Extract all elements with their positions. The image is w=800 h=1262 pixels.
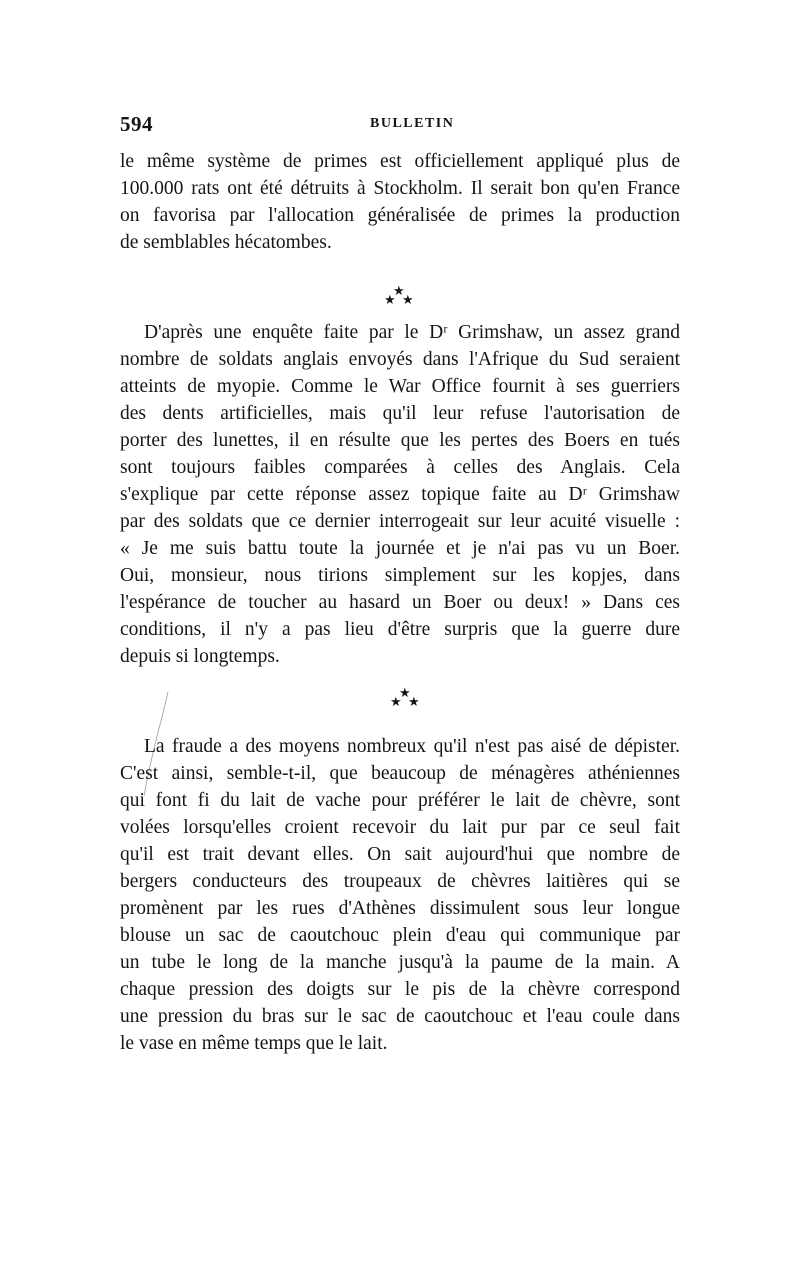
text-line: « Je me suis battu toute la journée et je n'ai pas vu un Boer. [120, 538, 680, 559]
text-line: de semblables hécatombes. [120, 232, 332, 253]
text-line: depuis si longtemps. [120, 646, 280, 667]
text-line: par des soldats que ce dernier interrogeait sur leur acuité visuelle : [120, 511, 680, 532]
text-line: qui font fi du lait de vache pour préférer le lait de chèvre, sont [120, 790, 680, 811]
text-line: des dents artificielles, mais qu'il leur refuse l'autorisation de [120, 403, 680, 424]
text-line: un tube le long de la manche jusqu'à la paume de la main. A [120, 952, 680, 973]
text-line: La fraude a des moyens nombreux qu'il n'est pas aisé de dépister. [144, 736, 680, 757]
text-line: sont toujours faibles comparées à celles des Anglais. Cela [120, 457, 680, 478]
asterism-star: ★ [402, 292, 414, 307]
text-line: l'espérance de toucher au hasard un Boer ou deux! » Dans ces [120, 592, 680, 613]
paragraph-primes [120, 148, 680, 256]
asterism-star: ★ [408, 694, 420, 709]
text-line: une pression du bras sur le sac de caoutchouc et l'eau coule dans [120, 1006, 680, 1027]
asterism-separator [384, 284, 424, 314]
text-line: qu'il est trait devant elles. On sait aujourd'hui que nombre de [120, 844, 680, 865]
asterism-separator [390, 686, 430, 716]
text-line: Oui, monsieur, nous tirions simplement sur les kopjes, dans [120, 565, 680, 586]
text-line: porter des lunettes, il en résulte que les pertes des Boers en tués [120, 430, 680, 451]
paragraph-myopie [120, 319, 680, 670]
text-line: le vase en même temps que le lait. [120, 1033, 388, 1054]
paragraph-fraude [120, 733, 680, 1057]
text-line: promènent par les rues d'Athènes dissimulent sous leur longue [120, 898, 680, 919]
page-number: 594 [120, 112, 153, 136]
text-line: C'est ainsi, semble-t-il, que beaucoup de ménagères athéniennes [120, 763, 680, 784]
asterism-star: ★ [399, 685, 411, 700]
text-line: conditions, il n'y a pas lieu d'être surpris que la guerre dure [120, 619, 680, 640]
text-line: nombre de soldats anglais envoyés dans l'Afrique du Sud seraient [120, 349, 680, 370]
text-line: chaque pression des doigts sur le pis de la chèvre correspond [120, 979, 680, 1000]
text-line: bergers conducteurs des troupeaux de chèvres laitières qui se [120, 871, 680, 892]
text-line: atteints de myopie. Comme le War Office fournit à ses guerriers [120, 376, 680, 397]
text-line: blouse un sac de caoutchouc plein d'eau qui communique par [120, 925, 680, 946]
running-head [120, 112, 680, 136]
asterism-star: ★ [393, 283, 405, 298]
text-line: on favorisa par l'allocation généralisée de primes la production [120, 205, 680, 226]
text-line: s'explique par cette réponse assez topique faite au Dʳ Grimshaw [120, 484, 680, 505]
running-title: BULLETIN [370, 116, 455, 131]
asterism-star: ★ [384, 292, 396, 307]
text-line: D'après une enquête faite par le Dʳ Grimshaw, un assez grand [144, 322, 680, 343]
text-line: 100.000 rats ont été détruits à Stockholm. Il serait bon qu'en France [120, 178, 680, 199]
text-line: le même système de primes est officiellement appliqué plus de [120, 151, 680, 172]
text-line: volées lorsqu'elles croient recevoir du lait pur par ce seul fait [120, 817, 680, 838]
asterism-star: ★ [390, 694, 402, 709]
